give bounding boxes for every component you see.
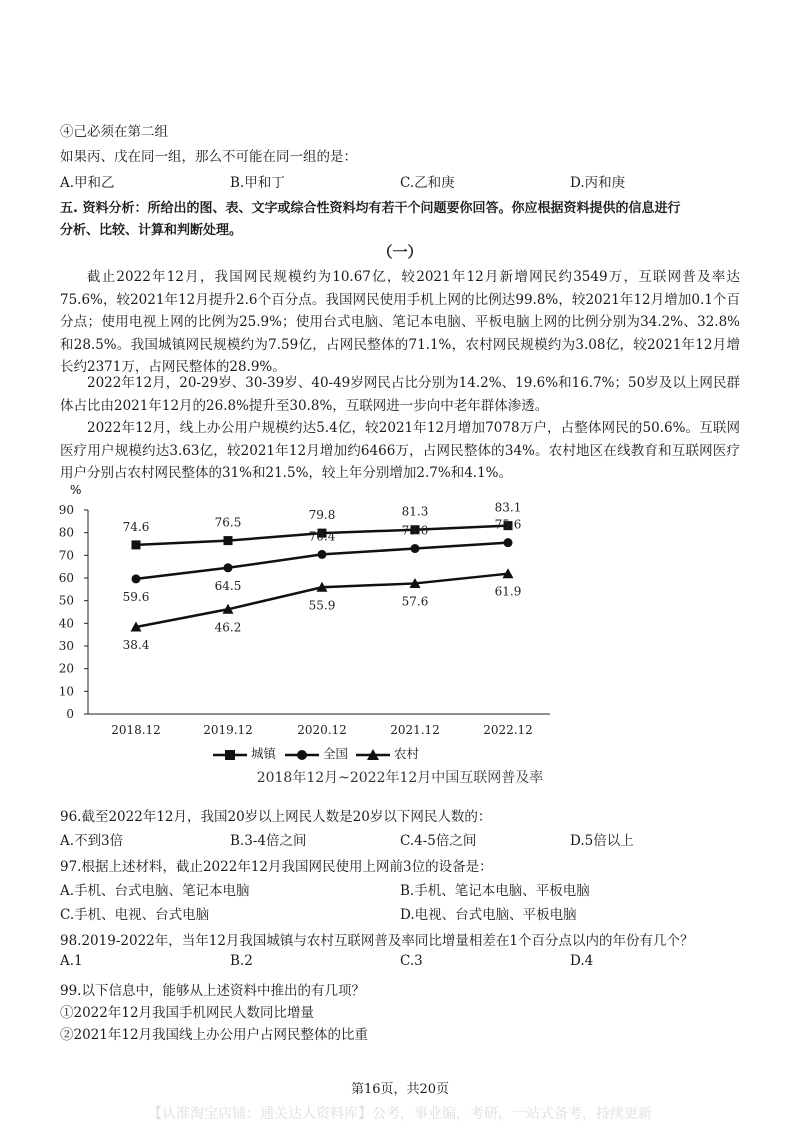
circle-marker-icon [285,749,319,761]
legend-label-national: 全国 [322,746,348,761]
legend-item-urban [213,744,276,762]
data-point-national [224,563,233,572]
q98-option-c: C.3 [400,953,423,969]
option-a: A.甲和乙 [60,175,115,191]
data-point-national [411,544,420,553]
data-label-rural: 61.9 [494,584,522,599]
y-tick-label: 10 [58,684,74,699]
q99-item-2: ②2021年12月我国线上办公用户占网民整体的比重 [60,1027,369,1043]
triangle-marker-icon [356,749,390,761]
q96-option-a: A.不到3倍 [60,833,124,849]
q96-option-c: C.4-5倍之间 [400,833,477,849]
internet-penetration-chart [40,478,580,746]
q97-option-a: A.手机、台式电脑、笔记本电脑 [60,883,250,899]
legend-item-national [285,744,348,762]
q99-item-1: ①2022年12月我国手机网民人数同比增量 [60,1005,315,1021]
x-tick-label: 2022.12 [483,723,533,737]
section-title-line1: 五. 资料分析：所给出的图、表、文字或综合性资料均有若干个问题要你回答。你应根据资料提供的信息进行 [60,201,681,216]
data-label-urban: 76.5 [214,515,242,530]
data-point-national [318,550,327,559]
square-marker-icon [213,749,247,761]
q98-option-d: D.4 [570,953,594,969]
q98-option-b: B.2 [230,953,253,969]
data-label-urban: 83.1 [494,500,522,515]
question-98-stem: 98.2019-2022年，当年12月我国城镇与农村互联网普及率同比增量相差在1个百分点以内的年份有几个？ [60,933,694,949]
y-tick-label: 80 [58,525,74,540]
x-tick-label: 2021.12 [390,723,440,737]
watermark: 【认准淘宝店铺：通关达人资料库】公考，事业编，考研，一站式备考，持续更新 [148,1106,652,1122]
y-tick-label: 50 [58,593,74,608]
data-label-rural: 38.4 [122,637,150,652]
data-point-national [504,538,513,547]
data-label-national: 75.6 [494,517,522,532]
x-tick-label: 2020.12 [297,723,347,737]
data-label-rural: 55.9 [308,598,336,613]
q97-option-d: D.电视、台式电脑、平板电脑 [400,907,577,923]
data-label-national: 64.5 [214,578,242,593]
option-d: D.丙和庚 [570,175,626,191]
material-paragraph-2: 2022年12月，20-29岁、30-39岁、40-49岁网民占比分别为14.2%、19.6%和16.7%；50岁及以上网民群体占比由2021年12月的26.8%提升至30.8%，互联网进一步向中老年群体渗透。 [60,375,740,414]
data-point-national [132,574,141,583]
page-number: 第16页，共20页 [350,1082,450,1097]
data-label-urban: 81.3 [401,504,429,519]
q97-option-c: C.手机、电视、台式电脑 [60,907,210,923]
data-label-national: 59.6 [122,589,150,604]
data-label-rural: 46.2 [214,620,242,635]
x-tick-label: 2019.12 [203,723,253,737]
y-axis-unit: % [70,483,82,497]
y-tick-label: 60 [58,571,74,585]
q96-option-d: D.5倍以上 [570,833,634,849]
data-point-urban [224,536,233,545]
condition-4: ④己必须在第二组 [60,124,168,140]
y-tick-label: 0 [66,707,74,721]
material-paragraph-3: 2022年12月，线上办公用户规模约达5.4亿，较2021年12月增加7078万户，占整体网民的50.6%。互联网医疗用户规模约达3.63亿，较2021年12月增加约6466万，占网民整体的34%。农村地区在线教育和互联网医疗用户分别占农村网民整体的31%和21.5%，较上年分别增加2.7%和4.1%。 [60,420,740,481]
question-96-stem: 96.截至2022年12月，我国20岁以上网民人数是20岁以下网民人数的： [60,809,492,825]
data-label-urban: 79.8 [308,508,336,523]
q96-option-b: B.3-4倍之间 [230,833,307,849]
x-tick-label: 2018.12 [111,723,161,737]
y-tick-label: 90 [58,503,74,517]
question-stem: 如果丙、戊在同一组，那么不可能在同一组的是： [60,149,357,165]
chart-title: 2018年12月~2022年12月中国互联网普及率 [256,770,544,786]
data-label-national: 73.0 [401,523,429,538]
y-tick-label: 70 [58,548,74,563]
legend-label-urban: 城镇 [250,746,276,761]
y-tick-label: 30 [58,639,74,653]
question-99-stem: 99.以下信息中，能够从上述资料中推出的有几项？ [60,983,365,999]
option-b: B.甲和丁 [230,175,285,191]
data-label-urban: 74.6 [122,519,150,534]
y-tick-label: 20 [58,661,74,676]
sub-title: （一） [377,243,423,261]
data-label-rural: 57.6 [401,594,429,609]
legend-label-rural: 农村 [393,746,419,761]
data-label-national: 70.4 [308,529,336,544]
question-97-stem: 97.根据上述材料，截止2022年12月我国网民使用上网前3位的设备是： [60,859,493,875]
series-line-national [136,543,508,579]
data-point-urban [132,540,141,549]
q98-option-a: A.1 [60,953,83,969]
legend-item-rural [356,744,419,762]
y-tick-label: 40 [58,616,74,631]
material-paragraph-1: 截止2022年12月，我国网民规模约为10.67亿，较2021年12月新增网民约3549万，互联网普及率达75.6%，较2021年12月提升2.6个百分点。我国网民使用手机上网的比例达99.8%，较2021年12月增加0.1个百分点；使用电视上网的比例为25.9%；使用台式电脑、笔记本电脑、平板电脑上网的比例分别为34.2%、32.8%和28.5%。我国城镇网民规模约为7.59亿，占网民整体的71.1%，农村网民规模约为3.08亿，较2021年12月增长约2371万，占网民整体的28.9%。 [60,269,740,375]
option-c: C.乙和庚 [400,175,455,191]
section-title-line2: 分析、比较、计算和判断处理。 [60,223,243,238]
q97-option-b: B.手机、笔记本电脑、平板电脑 [400,883,590,899]
